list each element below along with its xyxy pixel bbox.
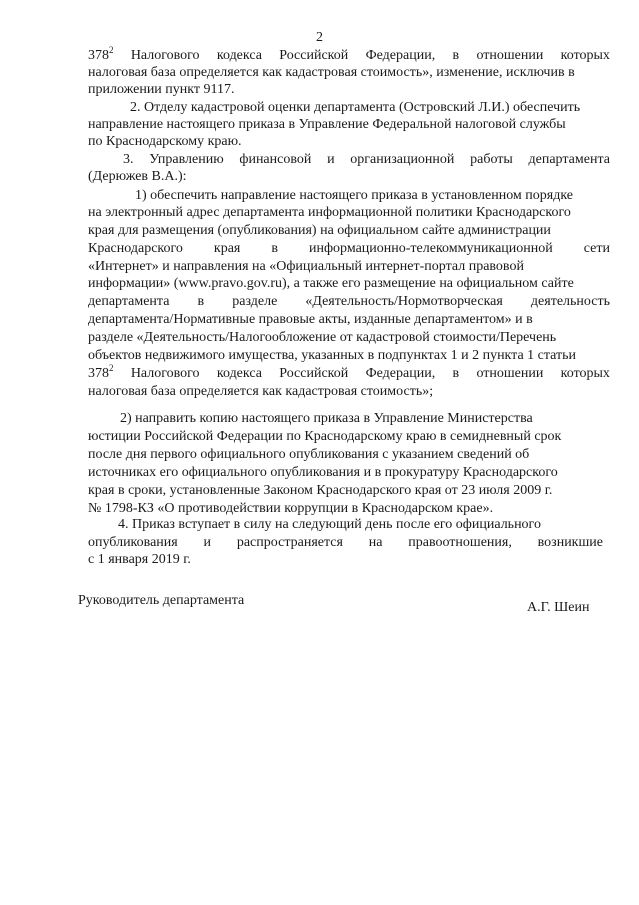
- word: опубликования: [88, 535, 178, 550]
- word: сети: [583, 241, 610, 256]
- paragraph-line: [88, 294, 610, 310]
- word: Федерации,: [365, 366, 436, 381]
- paragraph-line: [88, 363, 610, 382]
- word: которых: [560, 48, 610, 63]
- signature-title: Руководитель департамента: [78, 593, 245, 608]
- paragraph-line: края для размещения (опубликования) на официальном сайте администрации: [88, 223, 551, 238]
- paragraph-line: по Краснодарскому краю.: [88, 134, 242, 149]
- word: края: [213, 241, 241, 256]
- word: в: [197, 294, 205, 309]
- paragraph-line: департамента/Нормативные правовые акты, изданные департаментом» и в: [88, 312, 533, 327]
- paragraph-line: объектов недвижимого имущества, указанных в подпунктах 1 и 2 пункта 1 статьи: [88, 348, 577, 363]
- paragraph-line: юстиции Российской Федерации по Краснодарскому краю в семидневный срок: [88, 429, 562, 444]
- word: и: [327, 152, 335, 167]
- word: Налогового: [130, 48, 200, 63]
- paragraph-line: [88, 535, 603, 551]
- word: финансовой: [239, 152, 312, 167]
- word: и: [203, 535, 212, 550]
- paragraph-line: 1) обеспечить направление настоящего приказа в установленном порядке: [135, 188, 574, 203]
- word: Управлению: [149, 152, 224, 167]
- signature-name: А.Г. Шеин: [527, 600, 590, 615]
- word: отношении: [476, 48, 544, 63]
- article-number: [88, 363, 114, 382]
- word: работы: [470, 152, 513, 167]
- paragraph-line: информации» (www.pravo.gov.ru), а также его размещение на официальном сайте: [88, 276, 574, 291]
- word: распространяется: [236, 535, 343, 550]
- paragraph-line: направление настоящего приказа в Управление Федеральной налоговой службы: [88, 117, 566, 132]
- word: разделе: [232, 294, 278, 309]
- word: правоотношения,: [408, 535, 512, 550]
- word: деятельность: [530, 294, 610, 309]
- paragraph-line: налоговая база определяется как кадастровая стоимость»;: [88, 384, 434, 399]
- paragraph-line: 2. Отделу кадастровой оценки департамента (Островский Л.И.) обеспечить: [130, 100, 581, 115]
- article-number-superscript: 2: [109, 45, 114, 55]
- paragraph-line: края в сроки, установленные Законом Краснодарского края от 23 июля 2009 г.: [88, 483, 553, 498]
- paragraph-line: приложении пункт 9117.: [88, 82, 235, 97]
- paragraph-line: [88, 241, 610, 257]
- word: департамента: [88, 294, 170, 309]
- paragraph-line: с 1 января 2019 г.: [88, 552, 191, 567]
- word: «Деятельность/Нормотворческая: [305, 294, 503, 309]
- paragraph-line: разделе «Деятельность/Налогообложение от кадастровой стоимости/Перечень: [88, 330, 557, 345]
- word: которых: [560, 366, 610, 381]
- paragraph-line: после дня первого официального опубликования с указанием сведений об: [88, 447, 530, 462]
- word: Краснодарского: [88, 241, 183, 256]
- word: организационной: [350, 152, 455, 167]
- word: в: [271, 241, 278, 256]
- paragraph-line: 2) направить копию настоящего приказа в Управление Министерства: [120, 411, 533, 426]
- word: в: [452, 48, 460, 63]
- paragraph-line: [88, 45, 610, 64]
- word: кодекса: [216, 366, 262, 381]
- paragraph-line: налоговая база определяется как кадастровая стоимость», изменение, исключив в: [88, 65, 575, 80]
- paragraph-line: № 1798-КЗ «О противодействии коррупции в Краснодарском крае».: [88, 501, 494, 516]
- paragraph-line: источниках его официального опубликования и в прокуратуру Краснодарского: [88, 465, 558, 480]
- word: информационно-телекоммуникационной: [308, 241, 553, 256]
- word: Налогового: [130, 366, 200, 381]
- word: возникшие: [537, 535, 603, 550]
- paragraph-line: «Интернет» и направления на «Официальный интернет-портал правовой: [88, 259, 524, 274]
- word: департамента: [528, 152, 610, 167]
- word: в: [452, 366, 460, 381]
- paragraph-line: [123, 152, 610, 168]
- word: на: [368, 535, 383, 550]
- word: Российской: [279, 366, 349, 381]
- article-number-base: 378: [88, 48, 109, 63]
- word: Федерации,: [365, 48, 436, 63]
- word: 3.: [123, 152, 134, 167]
- article-number-base: 378: [88, 366, 109, 381]
- word: Российской: [279, 48, 349, 63]
- article-number: [88, 45, 114, 64]
- article-number-superscript: 2: [109, 363, 114, 373]
- paragraph-line: (Дерюжев В.А.):: [88, 169, 187, 184]
- word: кодекса: [216, 48, 262, 63]
- paragraph-line: 4. Приказ вступает в силу на следующий день после его официального: [118, 517, 541, 532]
- paragraph-line: на электронный адрес департамента информационной политики Краснодарского: [88, 205, 571, 220]
- page-number: 2: [316, 30, 323, 45]
- word: отношении: [476, 366, 544, 381]
